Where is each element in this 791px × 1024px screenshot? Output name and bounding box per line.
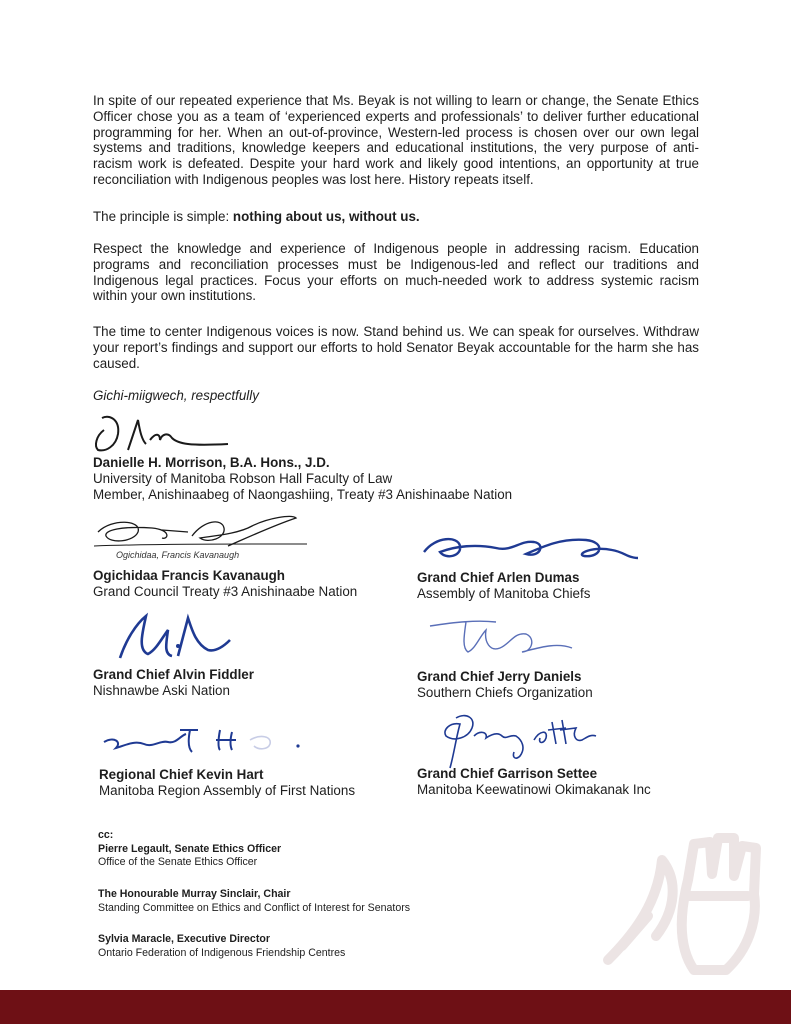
signature-fiddler [112, 610, 242, 666]
paragraph-3: Respect the knowledge and experience of Indigenous people in addressing racism. Education programs and reconciliation processes must be Indigenous-led and reflect our traditions and Indigenous legal practices. Focus your efforts on much-needed work to address systemic racism within your own institutions. [93, 241, 699, 304]
cc-entry [98, 933, 345, 960]
signature-kavanaugh [92, 510, 312, 552]
signature-daniels [426, 612, 576, 662]
signature-settee [436, 708, 606, 772]
signatory-hart: Regional Chief Kevin Hart Manitoba Region Assembly of First Nations [99, 767, 356, 799]
signatory-settee: Grand Chief Garrison Settee Manitoba Keewatinowi Okimakanak Inc [417, 766, 651, 798]
cc-org: Ontario Federation of Indigenous Friendship Centres [98, 946, 346, 959]
footer-bar [0, 990, 791, 1024]
cc-name: The Honourable Murray Sinclair, Chair [98, 888, 291, 900]
signature-hart [100, 720, 310, 756]
principle-emphasis: nothing about us, without us. [232, 209, 420, 224]
paragraph-1: In spite of our repeated experience that Ms. Beyak is not willing to learn or change, the Senate Ethics Officer chose you as a team of ‘experienced experts and professionals’ to deliver further educational programming for her. When an out-of-province, Western-led process is chosen over our own legal systems and traditions, knowledge keepers and educational institutions, the very purpose of anti-racism work is defeated. Despite your hard work and likely good intentions, an opportunity at true reconciliation with Indigenous peoples was lost here. History repeats itself. [93, 93, 699, 187]
fist-feather-watermark-icon [598, 820, 778, 995]
cc-org: Office of the Senate Ethics Officer [98, 856, 258, 869]
signature-morrison [90, 410, 230, 458]
signatory-morrison: Danielle H. Morrison, B.A. Hons., J.D. University of Manitoba Robson Hall Faculty of Law Member, Anishinaabeg of Naongashiing, Treaty #3 Anishinaabe Nation [93, 455, 513, 503]
cc-name: Pierre Legault, Senate Ethics Officer [98, 842, 282, 855]
signatory-kavanaugh: Ogichidaa Francis Kavanaugh Grand Council Treaty #3 Anishinaabe Nation [93, 568, 358, 600]
cc-entry [98, 888, 410, 915]
cc-block [98, 829, 281, 870]
signature-caption-kavanaugh: Ogichidaa, Francis Kavanaugh [116, 550, 240, 560]
cc-org: Standing Committee on Ethics and Conflict of Interest for Senators [98, 901, 411, 914]
cc-name: Sylvia Maracle, Executive Director [98, 933, 270, 945]
signatory-dumas: Grand Chief Arlen Dumas Assembly of Manitoba Chiefs [417, 570, 591, 602]
closing-line: Gichi-miigwech, respectfully [93, 388, 259, 403]
paragraph-4: The time to center Indigenous voices is now. Stand behind us. We can speak for ourselves. Withdraw your report’s findings and support our efforts to hold Senator Beyak accountable for the harm she has caused. [93, 324, 699, 371]
cc-label: cc: [98, 829, 114, 841]
signature-dumas [416, 528, 646, 568]
paragraph-2: The principle is simple: nothing about us, without us. [93, 209, 420, 224]
signatory-daniels: Grand Chief Jerry Daniels Southern Chiefs Organization [417, 669, 593, 701]
signatory-fiddler: Grand Chief Alvin Fiddler Nishnawbe Aski Nation [93, 667, 254, 699]
